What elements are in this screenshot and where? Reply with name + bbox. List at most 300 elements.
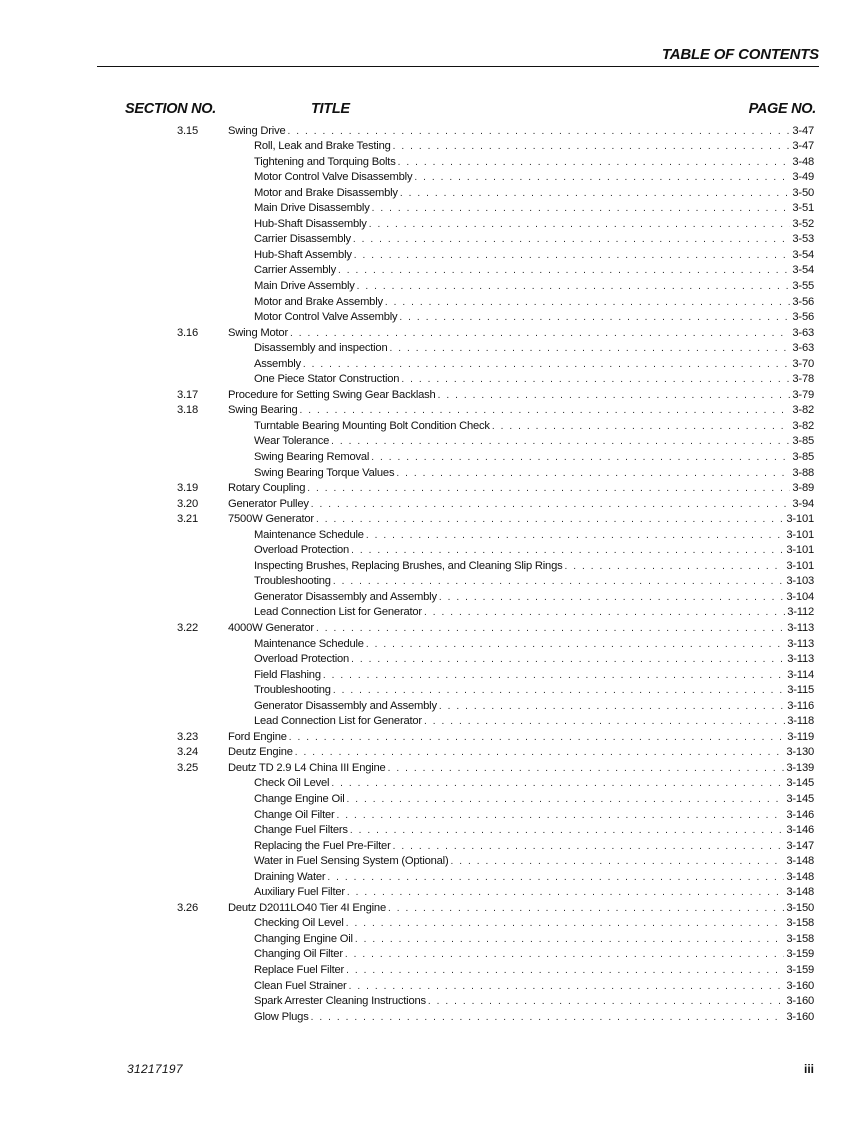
dot-leader xyxy=(439,699,785,715)
toc-subsection-row[interactable] xyxy=(0,155,866,171)
toc-entry-title[interactable]: Rotary Coupling xyxy=(228,482,306,495)
toc-entry[interactable] xyxy=(254,201,814,217)
toc-page-number[interactable]: 3-78 xyxy=(792,373,814,386)
toc-section-row[interactable] xyxy=(0,730,866,746)
toc-page-number[interactable]: 3-130 xyxy=(786,746,814,759)
toc-entry[interactable] xyxy=(228,761,814,777)
toc-page-number[interactable]: 3-48 xyxy=(792,155,814,168)
toc-section-row[interactable] xyxy=(0,901,866,917)
toc-subsection-row[interactable] xyxy=(0,699,866,715)
toc-page-number[interactable]: 3-63 xyxy=(792,342,814,355)
toc-subsection-row[interactable] xyxy=(0,543,866,559)
toc-page-number[interactable]: 3-53 xyxy=(792,233,814,246)
toc-entry-title[interactable]: Lead Connection List for Generator xyxy=(254,715,422,728)
toc-subsection-row[interactable] xyxy=(0,683,866,699)
toc-page-number[interactable]: 3-116 xyxy=(787,699,814,712)
toc-subsection-row[interactable] xyxy=(0,434,866,450)
dot-leader xyxy=(355,932,785,948)
toc-page-number[interactable]: 3-148 xyxy=(786,855,814,868)
toc-entry-title[interactable]: Glow Plugs xyxy=(254,1010,309,1023)
toc-page-number[interactable]: 3-47 xyxy=(792,140,814,153)
dot-leader xyxy=(349,979,785,995)
toc-subsection-row[interactable] xyxy=(0,217,866,233)
toc-entry-title[interactable]: Replace Fuel Filter xyxy=(254,964,345,977)
toc-entry-title[interactable]: 4000W Generator xyxy=(228,622,314,634)
toc-entry[interactable] xyxy=(254,139,814,155)
toc-subsection-row[interactable] xyxy=(0,637,866,653)
toc-entry-title[interactable]: 7500W Generator xyxy=(228,513,314,526)
dot-leader xyxy=(366,637,785,653)
toc-entry[interactable] xyxy=(254,543,814,559)
toc-section-number: 3.15 xyxy=(177,124,198,137)
toc-entry-title[interactable]: Deutz D2011LO40 Tier 4I Engine xyxy=(228,901,386,914)
toc-section-row[interactable] xyxy=(0,124,866,140)
toc-section-row[interactable] xyxy=(0,512,866,528)
toc-page-number[interactable]: 3-160 xyxy=(786,1010,814,1023)
dot-leader xyxy=(288,124,791,140)
toc-list xyxy=(0,124,866,1026)
toc-subsection-row[interactable] xyxy=(0,870,866,886)
page-header-title: TABLE OF CONTENTS xyxy=(661,46,819,63)
toc-subsection-row[interactable] xyxy=(0,839,866,855)
dot-leader xyxy=(307,481,790,497)
toc-entry[interactable] xyxy=(228,901,814,917)
toc-subsection-row[interactable] xyxy=(0,450,866,466)
toc-entry-title[interactable]: Spark Arrester Cleaning Instructions xyxy=(254,995,426,1008)
toc-subsection-row[interactable] xyxy=(0,295,866,311)
toc-subsection-row[interactable] xyxy=(0,947,866,963)
toc-entry[interactable] xyxy=(254,372,814,388)
toc-entry-title[interactable]: Turntable Bearing Mounting Bolt Condition Check xyxy=(254,419,490,432)
toc-subsection-row[interactable] xyxy=(0,528,866,544)
toc-entry-title[interactable]: Disassembly and inspection xyxy=(254,342,388,355)
toc-entry[interactable] xyxy=(254,310,814,326)
toc-entry[interactable] xyxy=(254,232,814,248)
toc-page-number[interactable]: 3-160 xyxy=(786,995,814,1008)
toc-subsection-row[interactable] xyxy=(0,419,866,435)
toc-entry-title[interactable]: Main Drive Assembly xyxy=(254,279,355,292)
toc-page-number[interactable]: 3-82 xyxy=(792,404,814,417)
toc-page-number[interactable]: 3-145 xyxy=(786,793,814,806)
toc-subsection-row[interactable] xyxy=(0,932,866,948)
dot-leader xyxy=(398,155,791,171)
toc-entry[interactable] xyxy=(228,403,814,419)
dot-leader xyxy=(388,761,785,777)
toc-entry[interactable] xyxy=(254,916,814,932)
toc-subsection-row[interactable] xyxy=(0,170,866,186)
toc-entry-title[interactable]: Generator Pulley xyxy=(228,497,309,510)
toc-entry[interactable] xyxy=(254,854,814,870)
toc-entry[interactable] xyxy=(254,652,814,668)
dot-leader xyxy=(327,870,784,886)
dot-leader xyxy=(316,512,784,528)
toc-subsection-row[interactable] xyxy=(0,372,866,388)
column-header-title: TITLE xyxy=(311,101,350,117)
toc-page-number[interactable]: 3-101 xyxy=(786,528,814,541)
toc-section-number: 3.23 xyxy=(177,730,198,743)
dot-leader xyxy=(372,201,791,217)
toc-subsection-row[interactable] xyxy=(0,668,866,684)
toc-subsection-row[interactable] xyxy=(0,823,866,839)
toc-entry-title[interactable]: Carrier Assembly xyxy=(254,264,336,277)
toc-entry[interactable] xyxy=(228,512,814,528)
toc-page-number[interactable]: 3-118 xyxy=(787,715,814,728)
toc-entry[interactable] xyxy=(254,699,814,715)
toc-subsection-row[interactable] xyxy=(0,808,866,824)
toc-entry-title[interactable]: Checking Oil Level xyxy=(254,917,344,930)
toc-subsection-row[interactable] xyxy=(0,201,866,217)
toc-section-number: 3.20 xyxy=(177,497,198,510)
toc-entry[interactable] xyxy=(254,248,814,264)
toc-entry[interactable] xyxy=(254,434,814,450)
dot-leader xyxy=(316,621,785,637)
dot-leader xyxy=(439,590,785,606)
toc-entry[interactable] xyxy=(228,497,814,513)
toc-subsection-row[interactable] xyxy=(0,279,866,295)
toc-subsection-row[interactable] xyxy=(0,232,866,248)
toc-section-number: 3.19 xyxy=(177,482,198,495)
header-divider xyxy=(97,66,819,67)
toc-entry-title[interactable]: Troubleshooting xyxy=(254,575,331,588)
toc-page-number[interactable]: 3-50 xyxy=(792,186,814,199)
toc-entry-title[interactable]: Changing Engine Oil xyxy=(254,932,353,945)
toc-entry[interactable] xyxy=(254,186,814,202)
dot-leader xyxy=(350,823,785,839)
toc-page-number[interactable]: 3-101 xyxy=(786,559,814,572)
toc-entry[interactable] xyxy=(254,870,814,886)
toc-entry-title[interactable]: Overload Protection xyxy=(254,544,350,557)
toc-entry[interactable] xyxy=(228,388,814,404)
toc-page-number[interactable]: 3-56 xyxy=(792,311,814,324)
toc-subsection-row[interactable] xyxy=(0,139,866,155)
toc-entry-title[interactable]: Check Oil Level xyxy=(254,777,330,790)
toc-page-number[interactable]: 3-113 xyxy=(787,637,814,650)
toc-entry[interactable] xyxy=(254,963,814,979)
dot-leader xyxy=(565,559,785,575)
toc-page-number[interactable]: 3-103 xyxy=(786,575,814,588)
dot-leader xyxy=(300,403,791,419)
dot-leader xyxy=(338,263,790,279)
toc-subsection-row[interactable] xyxy=(0,776,866,792)
toc-entry[interactable] xyxy=(254,279,814,295)
toc-entry[interactable] xyxy=(254,947,814,963)
toc-entry-title[interactable]: Change Oil Filter xyxy=(254,808,335,821)
dot-leader xyxy=(492,419,791,435)
dot-leader xyxy=(351,652,785,668)
toc-entry-title[interactable]: Wear Tolerance xyxy=(254,435,330,448)
toc-subsection-row[interactable] xyxy=(0,263,866,279)
toc-section-row[interactable] xyxy=(0,621,866,637)
toc-entry-title[interactable]: One Piece Stator Construction xyxy=(254,373,400,386)
toc-entry-title[interactable]: Deutz TD 2.9 L4 China III Engine xyxy=(228,761,386,774)
dot-leader xyxy=(346,916,785,932)
toc-page-number[interactable]: 3-146 xyxy=(786,808,814,821)
toc-page-number[interactable]: 3-159 xyxy=(786,948,814,961)
toc-entry-title[interactable]: Swing Bearing Torque Values xyxy=(254,466,395,479)
toc-entry[interactable] xyxy=(254,605,814,621)
toc-entry[interactable] xyxy=(228,326,814,342)
toc-entry-title[interactable]: Overload Protection xyxy=(254,653,350,666)
toc-section-number: 3.17 xyxy=(177,388,198,401)
dot-leader xyxy=(424,714,785,730)
toc-subsection-row[interactable] xyxy=(0,916,866,932)
toc-section-number: 3.22 xyxy=(177,622,198,634)
toc-page-number[interactable]: 3-54 xyxy=(792,264,814,277)
toc-entry[interactable] xyxy=(254,668,814,684)
dot-leader xyxy=(351,543,784,559)
toc-entry-title[interactable]: Carrier Disassembly xyxy=(254,233,351,246)
toc-entry[interactable] xyxy=(254,341,814,357)
toc-entry[interactable] xyxy=(228,745,814,761)
toc-entry[interactable] xyxy=(254,979,814,995)
toc-subsection-row[interactable] xyxy=(0,559,866,575)
toc-subsection-row[interactable] xyxy=(0,357,866,373)
dot-leader xyxy=(333,683,785,699)
toc-entry-title[interactable]: Generator Disassembly and Assembly xyxy=(254,590,437,603)
toc-section-row[interactable] xyxy=(0,761,866,777)
toc-subsection-row[interactable] xyxy=(0,854,866,870)
toc-entry-title[interactable]: Inspecting Brushes, Replacing Brushes, and Cleaning Slip Rings xyxy=(254,559,563,572)
toc-page-number[interactable]: 3-52 xyxy=(792,217,814,230)
dot-leader xyxy=(357,279,791,295)
toc-page-number[interactable]: 3-150 xyxy=(786,901,814,914)
dot-leader xyxy=(428,994,784,1010)
toc-page-number[interactable]: 3-49 xyxy=(792,171,814,184)
toc-entry-title[interactable]: Ford Engine xyxy=(228,730,287,743)
toc-page-number[interactable]: 3-79 xyxy=(792,388,814,401)
toc-entry-title[interactable]: Swing Drive xyxy=(228,124,286,137)
toc-page-number[interactable]: 3-158 xyxy=(786,932,814,945)
dot-leader xyxy=(438,388,791,404)
toc-entry-title[interactable]: Motor and Brake Assembly xyxy=(254,295,383,308)
dot-leader xyxy=(333,574,785,590)
page-number: iii xyxy=(803,1062,814,1076)
toc-entry-title[interactable]: Changing Oil Filter xyxy=(254,948,343,961)
toc-subsection-row[interactable] xyxy=(0,792,866,808)
toc-subsection-row[interactable] xyxy=(0,466,866,482)
dot-leader xyxy=(311,1010,785,1026)
toc-page-number[interactable]: 3-115 xyxy=(787,684,814,697)
toc-page-number[interactable]: 3-160 xyxy=(786,979,814,992)
dot-leader xyxy=(303,357,791,373)
toc-section-row[interactable] xyxy=(0,388,866,404)
toc-entry-title[interactable]: Maintenance Schedule xyxy=(254,528,364,541)
toc-page-number[interactable]: 3-158 xyxy=(786,917,814,930)
dot-leader xyxy=(401,372,790,388)
toc-subsection-row[interactable] xyxy=(0,574,866,590)
dot-leader xyxy=(396,466,790,482)
toc-entry[interactable] xyxy=(254,792,814,808)
toc-page-number[interactable]: 3-159 xyxy=(786,964,814,977)
toc-entry-title[interactable]: Roll, Leak and Brake Testing xyxy=(254,140,391,153)
dot-leader xyxy=(353,232,791,248)
toc-page-number[interactable]: 3-82 xyxy=(792,419,814,432)
toc-section-number: 3.21 xyxy=(177,513,198,526)
dot-leader xyxy=(393,839,785,855)
column-header-page: PAGE NO. xyxy=(748,101,816,117)
toc-entry-title[interactable]: Auxiliary Fuel Filter xyxy=(254,886,345,899)
toc-subsection-row[interactable] xyxy=(0,1010,866,1026)
toc-page-number[interactable]: 3-148 xyxy=(786,870,814,883)
toc-entry-title[interactable]: Maintenance Schedule xyxy=(254,637,364,650)
dot-leader xyxy=(311,497,791,513)
toc-subsection-row[interactable] xyxy=(0,652,866,668)
toc-page-number[interactable]: 3-113 xyxy=(787,653,814,666)
toc-subsection-row[interactable] xyxy=(0,341,866,357)
toc-section-row[interactable] xyxy=(0,481,866,497)
toc-entry[interactable] xyxy=(254,776,814,792)
dot-leader xyxy=(424,605,785,621)
toc-entry[interactable] xyxy=(254,994,814,1010)
toc-page-number[interactable]: 3-101 xyxy=(786,513,814,526)
toc-section-number: 3.24 xyxy=(177,746,198,759)
toc-entry-title[interactable]: Replacing the Fuel Pre-Filter xyxy=(254,839,391,852)
toc-subsection-row[interactable] xyxy=(0,310,866,326)
toc-subsection-row[interactable] xyxy=(0,963,866,979)
toc-entry[interactable] xyxy=(254,590,814,606)
toc-entry[interactable] xyxy=(254,839,814,855)
toc-entry[interactable] xyxy=(254,263,814,279)
toc-page-number[interactable]: 3-146 xyxy=(786,824,814,837)
dot-leader xyxy=(399,310,790,326)
dot-leader xyxy=(337,808,785,824)
toc-subsection-row[interactable] xyxy=(0,590,866,606)
toc-page-number[interactable]: 3-94 xyxy=(792,497,814,510)
toc-entry-title[interactable]: Clean Fuel Strainer xyxy=(254,979,347,992)
toc-entry-title[interactable]: Swing Bearing xyxy=(228,404,298,417)
dot-leader xyxy=(450,854,784,870)
dot-leader xyxy=(345,947,785,963)
toc-entry[interactable] xyxy=(254,295,814,311)
toc-entry-title[interactable]: Tightening and Torquing Bolts xyxy=(254,155,396,168)
toc-entry[interactable] xyxy=(254,637,814,653)
dot-leader xyxy=(385,295,791,311)
toc-page-number[interactable]: 3-88 xyxy=(792,466,814,479)
document-number: 31217197 xyxy=(127,1062,183,1076)
toc-entry[interactable] xyxy=(254,528,814,544)
toc-page-number[interactable]: 3-85 xyxy=(792,435,814,448)
dot-leader xyxy=(389,341,790,357)
toc-entry-title[interactable]: Hub-Shaft Disassembly xyxy=(254,217,367,230)
toc-page-number[interactable]: 3-47 xyxy=(792,124,814,137)
toc-entry-title[interactable]: Change Fuel Filters xyxy=(254,824,348,837)
toc-entry[interactable] xyxy=(254,683,814,699)
toc-entry-title[interactable]: Draining Water xyxy=(254,870,326,883)
toc-entry[interactable] xyxy=(228,730,814,746)
toc-page-number[interactable]: 3-85 xyxy=(792,450,814,463)
toc-entry-title[interactable]: Deutz Engine xyxy=(228,746,293,759)
toc-section-row[interactable] xyxy=(0,326,866,342)
dot-leader xyxy=(393,139,791,155)
toc-page-number[interactable]: 3-54 xyxy=(792,248,814,261)
toc-page-number[interactable]: 3-51 xyxy=(792,202,814,215)
toc-entry[interactable] xyxy=(254,170,814,186)
toc-entry-title[interactable]: Lead Connection List for Generator xyxy=(254,606,422,619)
toc-section-row[interactable] xyxy=(0,403,866,419)
toc-subsection-row[interactable] xyxy=(0,714,866,730)
toc-subsection-row[interactable] xyxy=(0,186,866,202)
toc-entry-title[interactable]: Field Flashing xyxy=(254,668,321,681)
toc-entry-title[interactable]: Procedure for Setting Swing Gear Backlash xyxy=(228,388,436,401)
toc-page-number[interactable]: 3-70 xyxy=(792,357,814,370)
toc-entry-title[interactable]: Swing Bearing Removal xyxy=(254,450,370,463)
toc-section-number: 3.18 xyxy=(177,404,198,417)
toc-entry[interactable] xyxy=(254,808,814,824)
toc-entry-title[interactable]: Generator Disassembly and Assembly xyxy=(254,699,437,712)
toc-entry[interactable] xyxy=(254,419,814,435)
toc-entry[interactable] xyxy=(254,574,814,590)
toc-entry[interactable] xyxy=(254,450,814,466)
toc-entry[interactable] xyxy=(254,885,814,901)
toc-entry-title[interactable]: Motor Control Valve Assembly xyxy=(254,311,398,324)
dot-leader xyxy=(331,776,784,792)
toc-section-row[interactable] xyxy=(0,745,866,761)
dot-leader xyxy=(388,901,784,917)
dot-leader xyxy=(323,668,785,684)
toc-page-number[interactable]: 3-114 xyxy=(787,668,814,681)
dot-leader xyxy=(354,248,791,264)
dot-leader xyxy=(347,792,785,808)
toc-subsection-row[interactable] xyxy=(0,994,866,1010)
toc-entry-title[interactable]: Water in Fuel Sensing System (Optional) xyxy=(254,855,449,868)
dot-leader xyxy=(347,885,784,901)
toc-entry[interactable] xyxy=(254,155,814,171)
toc-section-row[interactable] xyxy=(0,497,866,513)
toc-entry-title[interactable]: Motor and Brake Disassembly xyxy=(254,186,398,199)
dot-leader xyxy=(414,170,790,186)
toc-page-number[interactable]: 3-55 xyxy=(792,279,814,292)
toc-entry-title[interactable]: Motor Control Valve Disassembly xyxy=(254,171,413,184)
toc-entry-title[interactable]: Main Drive Disassembly xyxy=(254,202,370,215)
toc-page-number[interactable]: 3-56 xyxy=(792,295,814,308)
toc-entry-title[interactable]: Hub-Shaft Assembly xyxy=(254,248,352,261)
toc-entry[interactable] xyxy=(254,466,814,482)
toc-page-number[interactable]: 3-101 xyxy=(786,544,814,557)
dot-leader xyxy=(290,326,790,342)
toc-page-number[interactable]: 3-139 xyxy=(786,761,814,774)
toc-entry[interactable] xyxy=(254,932,814,948)
toc-entry[interactable] xyxy=(254,357,814,373)
toc-entry[interactable] xyxy=(228,621,814,637)
toc-page-number[interactable]: 3-63 xyxy=(792,326,814,339)
toc-page-number[interactable]: 3-119 xyxy=(787,730,814,743)
toc-page-number[interactable]: 3-112 xyxy=(787,606,814,619)
toc-page-number[interactable]: 3-147 xyxy=(786,839,814,852)
toc-entry-title[interactable]: Troubleshooting xyxy=(254,684,331,697)
toc-entry-title[interactable]: Change Engine Oil xyxy=(254,793,345,806)
toc-page-number[interactable]: 3-113 xyxy=(787,622,814,634)
toc-entry-title[interactable]: Swing Motor xyxy=(228,326,288,339)
toc-entry[interactable] xyxy=(228,124,814,140)
toc-entry[interactable] xyxy=(254,559,814,575)
toc-section-number: 3.26 xyxy=(177,901,198,914)
toc-entry[interactable] xyxy=(254,714,814,730)
toc-entry-title[interactable]: Assembly xyxy=(254,357,301,370)
toc-subsection-row[interactable] xyxy=(0,885,866,901)
toc-page-number[interactable]: 3-89 xyxy=(792,482,814,495)
toc-entry[interactable] xyxy=(254,1010,814,1026)
toc-subsection-row[interactable] xyxy=(0,979,866,995)
dot-leader xyxy=(366,528,785,544)
toc-page-number[interactable]: 3-104 xyxy=(786,590,814,603)
toc-page-number[interactable]: 3-148 xyxy=(786,886,814,899)
toc-subsection-row[interactable] xyxy=(0,248,866,264)
toc-entry[interactable] xyxy=(254,823,814,839)
toc-subsection-row[interactable] xyxy=(0,605,866,621)
toc-page-number[interactable]: 3-145 xyxy=(786,777,814,790)
toc-entry[interactable] xyxy=(228,481,814,497)
toc-entry[interactable] xyxy=(254,217,814,233)
